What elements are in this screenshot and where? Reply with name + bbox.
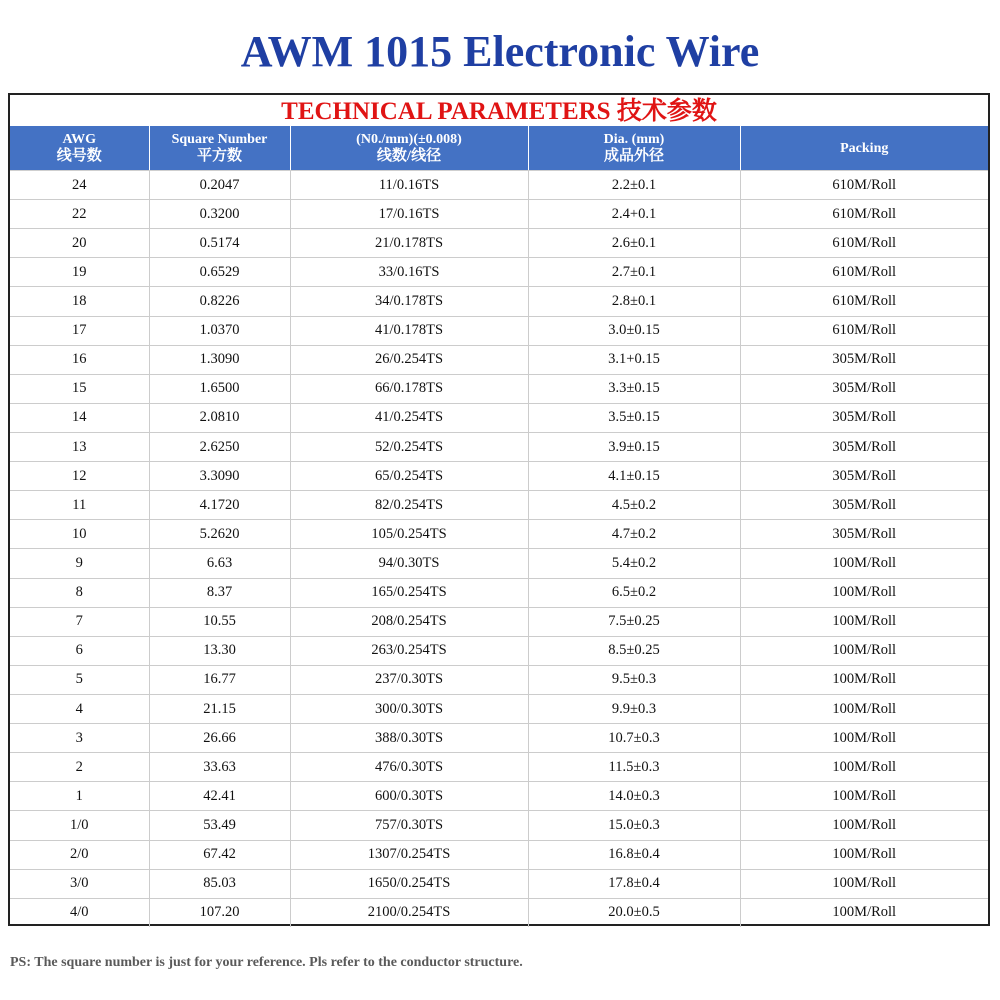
- packing-cell: 305M/Roll: [740, 403, 988, 432]
- diameter-cell: 15.0±0.3: [528, 811, 740, 840]
- diameter-cell: 7.5±0.25: [528, 607, 740, 636]
- packing-cell: 305M/Roll: [740, 491, 988, 520]
- square-number-cell: 53.49: [149, 811, 290, 840]
- awg-cell: 2/0: [10, 840, 149, 869]
- table-row: [10, 811, 988, 840]
- diameter-cell: 3.9±0.15: [528, 432, 740, 461]
- diameter-cell: 3.0±0.15: [528, 316, 740, 345]
- conductor-cell: 1650/0.254TS: [290, 869, 528, 898]
- awg-cell: 24: [10, 171, 149, 200]
- awg-cell: 7: [10, 607, 149, 636]
- table-row: [10, 753, 988, 782]
- table-row: [10, 898, 988, 927]
- square-number-cell: 2.0810: [149, 403, 290, 432]
- awg-cell: 4/0: [10, 898, 149, 927]
- awg-cell: 15: [10, 374, 149, 403]
- column-header-label: Packing: [840, 140, 889, 156]
- column-header-packing: [740, 126, 988, 171]
- conductor-cell: 237/0.30TS: [290, 665, 528, 694]
- page-title: AWM 1015 Electronic Wire: [240, 27, 760, 76]
- conductor-cell: 165/0.254TS: [290, 578, 528, 607]
- conductor-cell: 11/0.16TS: [290, 171, 528, 200]
- packing-cell: 305M/Roll: [740, 520, 988, 549]
- conductor-cell: 52/0.254TS: [290, 432, 528, 461]
- awg-cell: 12: [10, 462, 149, 491]
- diameter-cell: 16.8±0.4: [528, 840, 740, 869]
- awg-cell: 5: [10, 665, 149, 694]
- square-number-cell: 0.6529: [149, 258, 290, 287]
- awg-cell: 16: [10, 345, 149, 374]
- table-row: [10, 578, 988, 607]
- conductor-cell: 2100/0.254TS: [290, 898, 528, 927]
- awg-cell: 3: [10, 724, 149, 753]
- table-row: [10, 869, 988, 898]
- column-header-diameter: [528, 126, 740, 171]
- column-header-conductor: [290, 126, 528, 171]
- table-row: [10, 491, 988, 520]
- packing-cell: 610M/Roll: [740, 229, 988, 258]
- column-header-label: AWG: [62, 132, 96, 147]
- packing-cell: 610M/Roll: [740, 258, 988, 287]
- awg-cell: 11: [10, 491, 149, 520]
- conductor-cell: 65/0.254TS: [290, 462, 528, 491]
- diameter-cell: 4.1±0.15: [528, 462, 740, 491]
- table-row: [10, 403, 988, 432]
- diameter-cell: 5.4±0.2: [528, 549, 740, 578]
- diameter-cell: 3.3±0.15: [528, 374, 740, 403]
- square-number-cell: 16.77: [149, 665, 290, 694]
- square-number-cell: 107.20: [149, 898, 290, 927]
- table-row: [10, 345, 988, 374]
- table-row: [10, 258, 988, 287]
- awg-cell: 9: [10, 549, 149, 578]
- diameter-cell: 3.1+0.15: [528, 345, 740, 374]
- table-row: [10, 432, 988, 461]
- diameter-cell: 9.5±0.3: [528, 665, 740, 694]
- conductor-cell: 66/0.178TS: [290, 374, 528, 403]
- awg-cell: 1/0: [10, 811, 149, 840]
- awg-cell: 4: [10, 694, 149, 723]
- packing-cell: 100M/Roll: [740, 665, 988, 694]
- parameters-table: [10, 126, 988, 927]
- table-row: [10, 694, 988, 723]
- square-number-cell: 21.15: [149, 694, 290, 723]
- column-header-label: Square Number: [171, 132, 268, 147]
- diameter-cell: 17.8±0.4: [528, 869, 740, 898]
- table-body: [10, 171, 988, 927]
- packing-cell: 305M/Roll: [740, 374, 988, 403]
- awg-cell: 18: [10, 287, 149, 316]
- conductor-cell: 388/0.30TS: [290, 724, 528, 753]
- packing-cell: 305M/Roll: [740, 462, 988, 491]
- table-row: [10, 840, 988, 869]
- packing-cell: 305M/Roll: [740, 345, 988, 374]
- column-header-sublabel: 线数/线径: [376, 148, 442, 164]
- square-number-cell: 1.6500: [149, 374, 290, 403]
- packing-cell: 100M/Roll: [740, 753, 988, 782]
- square-number-cell: 8.37: [149, 578, 290, 607]
- packing-cell: 305M/Roll: [740, 432, 988, 461]
- packing-cell: 100M/Roll: [740, 694, 988, 723]
- packing-cell: 100M/Roll: [740, 549, 988, 578]
- diameter-cell: 4.7±0.2: [528, 520, 740, 549]
- footnote: PS: The square number is just for your reference. Pls refer to the conductor structure.: [10, 955, 523, 970]
- square-number-cell: 5.2620: [149, 520, 290, 549]
- diameter-cell: 8.5±0.25: [528, 636, 740, 665]
- packing-cell: 100M/Roll: [740, 782, 988, 811]
- diameter-cell: 2.2±0.1: [528, 171, 740, 200]
- conductor-cell: 41/0.254TS: [290, 403, 528, 432]
- square-number-cell: 0.8226: [149, 287, 290, 316]
- awg-cell: 17: [10, 316, 149, 345]
- packing-cell: 100M/Roll: [740, 607, 988, 636]
- packing-cell: 100M/Roll: [832, 904, 897, 921]
- awg-cell: 14: [10, 403, 149, 432]
- table-row: [10, 665, 988, 694]
- table-row: [10, 316, 988, 345]
- diameter-cell: 10.7±0.3: [528, 724, 740, 753]
- table-row: [10, 171, 988, 200]
- conductor-cell: 600/0.30TS: [290, 782, 528, 811]
- diameter-cell: 3.5±0.15: [528, 403, 740, 432]
- awg-cell: 2: [10, 753, 149, 782]
- conductor-cell: 26/0.254TS: [290, 345, 528, 374]
- diameter-cell: 2.6±0.1: [528, 229, 740, 258]
- table-row: [10, 549, 988, 578]
- square-number-cell: 4.1720: [149, 491, 290, 520]
- technical-parameters-banner: TECHNICAL PARAMETERS 技术参数: [281, 98, 717, 125]
- square-number-cell: 10.55: [149, 607, 290, 636]
- conductor-cell: 263/0.254TS: [290, 636, 528, 665]
- square-number-cell: 67.42: [149, 840, 290, 869]
- square-number-cell: 3.3090: [149, 462, 290, 491]
- square-number-cell: 0.2047: [149, 171, 290, 200]
- diameter-cell: 9.9±0.3: [528, 694, 740, 723]
- conductor-cell: 41/0.178TS: [290, 316, 528, 345]
- table-row: [10, 462, 988, 491]
- conductor-cell: 757/0.30TS: [290, 811, 528, 840]
- conductor-cell: 476/0.30TS: [290, 753, 528, 782]
- packing-cell: 610M/Roll: [740, 316, 988, 345]
- square-number-cell: 1.3090: [149, 345, 290, 374]
- square-number-cell: 33.63: [149, 753, 290, 782]
- awg-cell: 10: [10, 520, 149, 549]
- awg-cell: 20: [10, 229, 149, 258]
- packing-cell: 100M/Roll: [740, 578, 988, 607]
- awg-cell: 22: [10, 200, 149, 229]
- conductor-cell: 105/0.254TS: [290, 520, 528, 549]
- awg-cell: 19: [10, 258, 149, 287]
- conductor-cell: 208/0.254TS: [290, 607, 528, 636]
- diameter-cell: 6.5±0.2: [528, 578, 740, 607]
- table-row: [10, 724, 988, 753]
- table-row: [10, 520, 988, 549]
- packing-cell: 100M/Roll: [740, 636, 988, 665]
- table-row: [10, 287, 988, 316]
- diameter-cell: 2.4+0.1: [528, 200, 740, 229]
- packing-cell: 610M/Roll: [740, 287, 988, 316]
- square-number-cell: 0.5174: [149, 229, 290, 258]
- column-header-label: (N0./mm)(±0.008): [356, 132, 462, 147]
- conductor-cell: 17/0.16TS: [290, 200, 528, 229]
- conductor-cell: 94/0.30TS: [290, 549, 528, 578]
- awg-cell: 8: [10, 578, 149, 607]
- awg-cell: 6: [10, 636, 149, 665]
- packing-cell: 100M/Roll: [740, 840, 988, 869]
- diameter-cell: 20.0±0.5: [528, 898, 740, 927]
- packing-cell: 610M/Roll: [740, 171, 988, 200]
- table-row: [10, 782, 988, 811]
- conductor-cell: 21/0.178TS: [290, 229, 528, 258]
- diameter-cell: 14.0±0.3: [528, 782, 740, 811]
- conductor-cell: 34/0.178TS: [290, 287, 528, 316]
- parameters-table-frame: [8, 93, 990, 926]
- packing-cell: 100M/Roll: [740, 724, 988, 753]
- awg-cell: 3/0: [10, 869, 149, 898]
- square-number-cell: 0.3200: [149, 200, 290, 229]
- column-header-square-number: [149, 126, 290, 171]
- awg-cell: 1: [10, 782, 149, 811]
- column-header-sublabel: 平方数: [196, 148, 242, 164]
- square-number-cell: 13.30: [149, 636, 290, 665]
- square-number-cell: 1.0370: [149, 316, 290, 345]
- table-row: [10, 607, 988, 636]
- table-row: [10, 374, 988, 403]
- diameter-cell: 2.8±0.1: [528, 287, 740, 316]
- square-number-cell: 26.66: [149, 724, 290, 753]
- column-header-label: Dia. (mm): [603, 132, 665, 147]
- diameter-cell: 4.5±0.2: [528, 491, 740, 520]
- square-number-cell: 42.41: [149, 782, 290, 811]
- packing-cell: 100M/Roll: [740, 869, 988, 898]
- conductor-cell: 1307/0.254TS: [290, 840, 528, 869]
- table-header-row: [10, 126, 988, 171]
- packing-cell: 100M/Roll: [740, 811, 988, 840]
- table-row: [10, 200, 988, 229]
- column-header-sublabel: 成品外径: [603, 148, 664, 164]
- column-header-sublabel: 线号数: [56, 148, 102, 164]
- square-number-cell: 85.03: [149, 869, 290, 898]
- column-header-awg: [10, 126, 149, 171]
- packing-cell: 610M/Roll: [740, 200, 988, 229]
- awg-cell: 13: [10, 432, 149, 461]
- conductor-cell: 33/0.16TS: [290, 258, 528, 287]
- table-row: [10, 229, 988, 258]
- conductor-cell: 82/0.254TS: [290, 491, 528, 520]
- table-row: [10, 636, 988, 665]
- diameter-cell: 2.7±0.1: [528, 258, 740, 287]
- square-number-cell: 6.63: [149, 549, 290, 578]
- square-number-cell: 2.6250: [149, 432, 290, 461]
- conductor-cell: 300/0.30TS: [290, 694, 528, 723]
- diameter-cell: 11.5±0.3: [528, 753, 740, 782]
